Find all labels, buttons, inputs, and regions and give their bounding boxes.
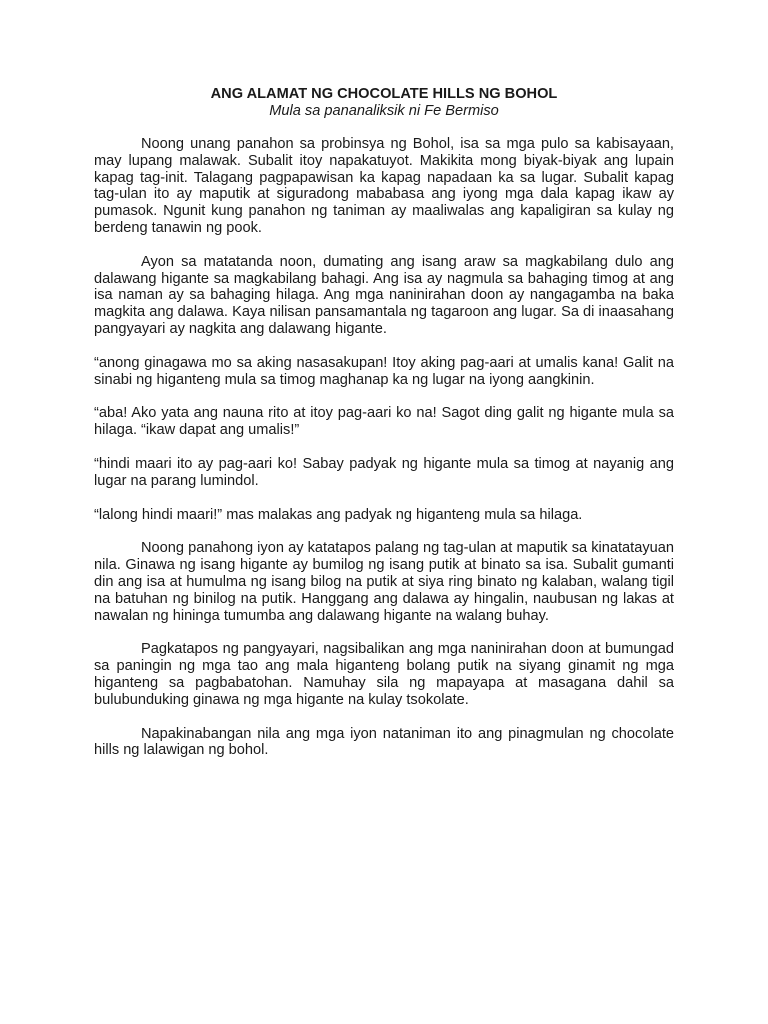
paragraph-8: Pagkatapos ng pangyayari, nagsibalikan ang mga naninirahan doon at bumungad sa paningin ng mga tao ang mala higanteng bolang putik na siyang ginamit ng mga higanteng sa pagbabatohan. Namuhay sila ng mapayapa at masagana dahil sa bulubunduking ginawa ng mga higante na kulay tsokolate.	[94, 641, 674, 708]
document-subtitle: Mula sa pananaliksik ni Fe Bermiso	[269, 103, 499, 119]
paragraph-5-dialogue: “hindi maari ito ay pag-aari ko! Sabay padyak ng higante mula sa timog at nayanig ang lugar na parang lumindol.	[94, 455, 674, 489]
document-body	[94, 136, 674, 759]
paragraph-2: Ayon sa matatanda noon, dumating ang isang araw sa magkabilang dulo ang dalawang higante sa magkabilang bahagi. Ang isa ay nagmula sa bahaging timog at ang isa naman ay sa bahaging hilaga. Ang mga naninirahan doon ay nangagamba na baka magkita ang dalawa. Kaya nilisan pansamantala ng tagaroon ang lugar. Sa di inaasahang pangyayari ay nagkita ang dalawang higante.	[94, 253, 674, 337]
paragraph-7: Noong panahong iyon ay katatapos palang ng tag-ulan at maputik sa kinatatayuan nila. Ginawa ng isang higante ay bumilog ng isang putik at binato sa isa. Subalit gumanti din ang isa at humulma ng isang bilog na putik at siya ring binato ng kalaban, walang tigil na batuhan ng binilog na putik. Hanggang ang dalawa ay hingalin, naubusan ng lakas at nawalan ng hininga tumumba ang dalawang higante na walang buhay.	[94, 540, 674, 624]
paragraph-6-dialogue: “lalong hindi maari!” mas malakas ang padyak ng higanteng mula sa hilaga.	[94, 506, 583, 523]
paragraph-1: Noong unang panahon sa probinsya ng Bohol, isa sa mga pulo sa kabisayaan, may lupang malawak. Subalit itoy napakatuyot. Makikita mong biyak-biyak ang lupain kapag tag-init. Talagang pagpapawisan ka kapag napadaan ka sa lugar. Subalit kapag tag-ulan ito ay maputik at siguradong mababasa ang iyong mga dala kapag ikaw ay pumasok. Ngunit kung panahon ng taniman ay maaliwalas ang kapaligiran sa kulay ng berdeng tanawin ng pook.	[94, 136, 674, 236]
paragraph-4-dialogue: “aba! Ako yata ang nauna rito at itoy pag-aari ko na! Sagot ding galit ng higante mula sa hilaga. “ikaw dapat ang umalis!”	[94, 405, 674, 439]
paragraph-3-dialogue: “anong ginagawa mo sa aking nasasakupan! Itoy aking pag-aari at umalis kana! Galit na sinabi ng higanteng mula sa timog maghanap ka ng lugar na iyong aangkinin.	[94, 354, 674, 388]
document-title: ANG ALAMAT NG CHOCOLATE HILLS NG BOHOL	[210, 86, 558, 102]
paragraph-9: Napakinabangan nila ang mga iyon nataniman ito ang pinagmulan ng chocolate hills ng lalawigan ng bohol.	[94, 725, 674, 759]
